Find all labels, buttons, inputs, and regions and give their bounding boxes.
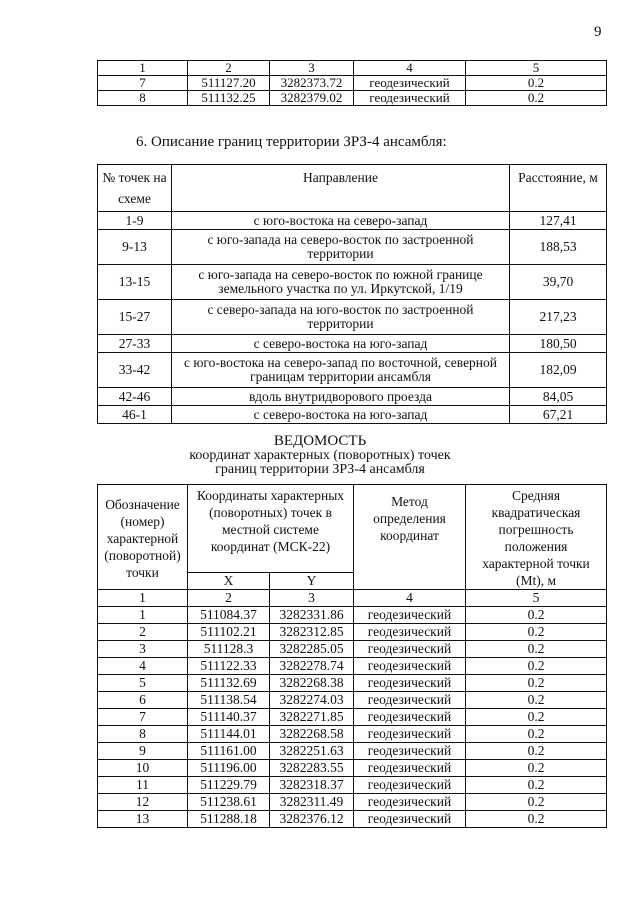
error: 0.2 (466, 91, 607, 106)
coord-y: 3282311.49 (270, 794, 354, 811)
coord-x: 511128.3 (188, 641, 270, 658)
method: геодезический (354, 658, 466, 675)
point-number: 9 (98, 743, 188, 760)
coord-x: 511161.00 (188, 743, 270, 760)
method: геодезический (354, 641, 466, 658)
column-number: 5 (466, 590, 607, 607)
coord-y: 3282268.58 (270, 726, 354, 743)
distance: 84,05 (510, 388, 607, 406)
coord-x: 511196.00 (188, 760, 270, 777)
table-row (98, 760, 607, 777)
column-number: 1 (98, 61, 188, 76)
coord-y: 3282312.85 (270, 624, 354, 641)
point-number: 10 (98, 760, 188, 777)
table-row (98, 709, 607, 726)
error: 0.2 (466, 794, 607, 811)
point-number: 3 (98, 641, 188, 658)
error: 0.2 (466, 726, 607, 743)
error: 0.2 (466, 658, 607, 675)
coord-y: 3282285.05 (270, 641, 354, 658)
distance: 180,50 (510, 335, 607, 353)
direction: с юго-востока на северо-запад по восточной, северной границам территории ансамбля (172, 353, 510, 388)
coordinates-statement-table (97, 484, 607, 828)
error: 0.2 (466, 709, 607, 726)
column-number: 4 (354, 61, 466, 76)
coord-y: 3282331.86 (270, 607, 354, 624)
error: 0.2 (466, 743, 607, 760)
boundary-description-table (97, 164, 607, 424)
point-number: 2 (98, 624, 188, 641)
table-row (98, 353, 607, 388)
method: геодезический (354, 726, 466, 743)
table-row (98, 212, 607, 230)
header-distance: Расстояние, м (510, 165, 607, 212)
method: геодезический (354, 607, 466, 624)
coord-x: 511238.61 (188, 794, 270, 811)
table-row (98, 76, 607, 91)
table-numbering-row (98, 590, 607, 607)
point-number: 12 (98, 794, 188, 811)
table-row (98, 777, 607, 794)
coord-y: 3282376.12 (270, 811, 354, 828)
page-number: 9 (594, 24, 602, 40)
table-row (98, 811, 607, 828)
point-number: 8 (98, 726, 188, 743)
distance: 67,21 (510, 406, 607, 424)
table-row (98, 794, 607, 811)
point-number: 7 (98, 76, 188, 91)
method: геодезический (354, 709, 466, 726)
distance: 127,41 (510, 212, 607, 230)
point-number: 6 (98, 692, 188, 709)
method: геодезический (354, 624, 466, 641)
points: 33-42 (98, 353, 172, 388)
point-number: 4 (98, 658, 188, 675)
error: 0.2 (466, 641, 607, 658)
error: 0.2 (466, 811, 607, 828)
point-number: 1 (98, 607, 188, 624)
direction: с северо-востока на юго-запад (172, 406, 510, 424)
table-header-row (98, 61, 607, 76)
points: 42-46 (98, 388, 172, 406)
coord-x: 511140.37 (188, 709, 270, 726)
column-number: 5 (466, 61, 607, 76)
points: 46-1 (98, 406, 172, 424)
coord-x: 511132.69 (188, 675, 270, 692)
coord-x: 511132.25 (188, 91, 270, 106)
distance: 182,09 (510, 353, 607, 388)
table-row (98, 607, 607, 624)
table-row (98, 91, 607, 106)
column-number: 2 (188, 61, 270, 76)
points: 13-15 (98, 265, 172, 300)
coord-x: 511288.18 (188, 811, 270, 828)
coord-y: 3282283.55 (270, 760, 354, 777)
vedomost-title: ВЕДОМОСТЬ (273, 433, 367, 449)
coord-x: 511144.01 (188, 726, 270, 743)
error: 0.2 (466, 777, 607, 794)
coord-x: 511102.21 (188, 624, 270, 641)
table-header-row (98, 485, 607, 573)
column-number: 1 (98, 590, 188, 607)
table-row (98, 335, 607, 353)
table-row (98, 726, 607, 743)
error: 0.2 (466, 76, 607, 91)
error: 0.2 (466, 675, 607, 692)
error: 0.2 (466, 607, 607, 624)
table-row (98, 300, 607, 335)
table-row (98, 406, 607, 424)
direction: с северо-запада на юго-восток по застроенной территории (172, 300, 510, 335)
table-header-row (98, 165, 607, 212)
table-row (98, 743, 607, 760)
method: геодезический (354, 76, 466, 91)
point-number: 13 (98, 811, 188, 828)
distance: 217,23 (510, 300, 607, 335)
direction: с юго-востока на северо-запад (172, 212, 510, 230)
coord-y: 3282373.72 (270, 76, 354, 91)
method: геодезический (354, 675, 466, 692)
points: 27-33 (98, 335, 172, 353)
table-row (98, 641, 607, 658)
column-number: 3 (270, 61, 354, 76)
coord-y: 3282278.74 (270, 658, 354, 675)
coordinates-table-continuation (97, 60, 607, 106)
vedomost-subtitle-line1: координат характерных (поворотных) точек (189, 448, 451, 463)
points: 1-9 (98, 212, 172, 230)
column-number: 3 (270, 590, 354, 607)
direction: с северо-востока на юго-запад (172, 335, 510, 353)
method: геодезический (354, 743, 466, 760)
header-method: Метод определения координат (354, 485, 466, 590)
vedomost-subtitle (0, 449, 640, 477)
coord-x: 511127.20 (188, 76, 270, 91)
coord-x: 511229.79 (188, 777, 270, 794)
coord-y: 3282318.37 (270, 777, 354, 794)
table-row (98, 692, 607, 709)
coord-y: 3282268.38 (270, 675, 354, 692)
header-points: № точек на схеме (98, 165, 172, 212)
coord-x: 511122.33 (188, 658, 270, 675)
method: геодезический (354, 692, 466, 709)
table-row (98, 388, 607, 406)
distance: 188,53 (510, 230, 607, 265)
coord-y: 3282274.03 (270, 692, 354, 709)
section-title: 6. Описание границ территории ЗРЗ-4 ансамбля: (136, 134, 447, 150)
coord-x: 511138.54 (188, 692, 270, 709)
column-number: 2 (188, 590, 270, 607)
table-row (98, 658, 607, 675)
header-coordinates: Координаты характерных (поворотных) точек в местной системе координат (МСК-22) (188, 485, 354, 573)
table-row (98, 624, 607, 641)
method: геодезический (354, 777, 466, 794)
direction: с юго-запада на северо-восток по застроенной территории (172, 230, 510, 265)
points: 9-13 (98, 230, 172, 265)
vedomost-subtitle-line2: границ территории ЗРЗ-4 ансамбля (215, 462, 425, 477)
coord-y: 3282251.63 (270, 743, 354, 760)
point-number: 7 (98, 709, 188, 726)
point-number: 8 (98, 91, 188, 106)
table-row (98, 230, 607, 265)
header-direction: Направление (172, 165, 510, 212)
header-y: Y (270, 573, 354, 590)
direction: вдоль внутридворового проезда (172, 388, 510, 406)
column-number: 4 (354, 590, 466, 607)
points: 15-27 (98, 300, 172, 335)
coord-y: 3282271.85 (270, 709, 354, 726)
point-number: 11 (98, 777, 188, 794)
point-number: 5 (98, 675, 188, 692)
table-row (98, 675, 607, 692)
coord-x: 511084.37 (188, 607, 270, 624)
error: 0.2 (466, 624, 607, 641)
header-x: X (188, 573, 270, 590)
method: геодезический (354, 760, 466, 777)
distance: 39,70 (510, 265, 607, 300)
coord-y: 3282379.02 (270, 91, 354, 106)
method: геодезический (354, 811, 466, 828)
error: 0.2 (466, 692, 607, 709)
direction: с юго-запада на северо-восток по южной границе земельного участка по ул. Иркутской, 1/19 (172, 265, 510, 300)
header-error: Средняя квадратическая погрешность положения характерной точки (Mt), м (466, 485, 607, 590)
header-designation: Обозначение (номер) характерной (поворотной) точки (98, 485, 188, 590)
error: 0.2 (466, 760, 607, 777)
table-row (98, 265, 607, 300)
method: геодезический (354, 794, 466, 811)
method: геодезический (354, 91, 466, 106)
